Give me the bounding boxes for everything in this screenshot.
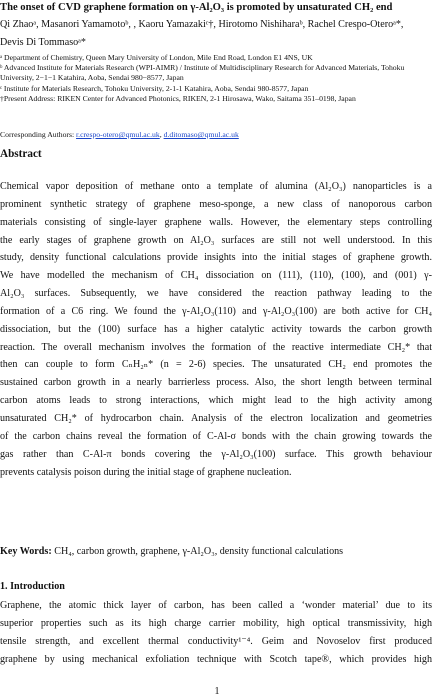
abstract-line: sustained carbon growth in a nearly barrierless process. Also, the short length between terminal: [0, 377, 432, 389]
intro-line: tensile strength, and excellent thermal conductivity¹⁻⁴. Geim and Novoselov first produced: [0, 635, 432, 647]
keywords-label: Key Words:: [0, 546, 55, 557]
abstract-line: gas rather than C-Al-π bonds covering the γ-Al₂O₃(100) surface. This growth behaviour: [0, 448, 432, 460]
keywords-list: CH₄, carbon growth, graphene, γ-Al₂O₃, density functional calculations: [54, 546, 344, 557]
abstract-line: dissociation, but the (100) surface has a higher catalytic activity towards the carbon growth: [0, 323, 432, 335]
affiliation: ᵃ Department of Chemistry, Queen Mary University of London, Mile End Road, London E1 4NS, UK: [0, 53, 313, 62]
abstract-line: formation of a C6 ring. We found the γ-Al₂O₃(110) and γ-Al₂O₃(100) are both active for CH₄: [0, 305, 432, 317]
abstract-line: of the carbon chains reveal the formation of C-Al-σ bonds with the chain growing towards the: [0, 430, 432, 442]
intro-line: Graphene, the atomic thick layer of carbon, has been called a ‘wonder material’ due to its: [0, 600, 432, 611]
abstract-line: prominent synthetic strategy of graphene meso-sponge, a new class of nanoporous carbon: [0, 198, 432, 210]
corresponding-label: Corresponding Authors:: [0, 130, 77, 139]
email-separator: ,: [159, 130, 164, 139]
affiliation: ᵇ Advanced Institute for Materials Research (WPI-AIMR) / Institute of Multidisciplinary Research for Advanced Materials, Tohoku University, 2−1−1 Katahira, Aoba, Sendai 980−8577, Japan: [0, 63, 405, 83]
author-line: Qi Zhaoᵃ, Masanori Yamamotoᵇ, , Kaoru Yamazakiᶜ†, Hirotomo Nishiharaᵇ, Rachel Crespo-Oteroᵃ*,: [0, 19, 404, 30]
abstract-line: study, density functional calculations provide insights into the initial stages of graphene growth.: [0, 252, 432, 264]
abstract-line: reaction. The overall mechanism involves the formation of the reactive intermediate CH₂* that: [0, 341, 432, 353]
affiliation-list: [0, 53, 432, 104]
abstract-line: unsaturated CH₂* of hydrocarbon chain. Analysis of the electron localization and geometries: [0, 412, 432, 424]
introduction-body: [0, 597, 432, 668]
abstract-line: Chemical vapor deposition of methane onto a template of alumina (Al₂O₃) nanoparticles is a: [0, 181, 432, 192]
email-link[interactable]: d.ditomaso@qmul.ac.uk: [163, 130, 239, 139]
intro-line: graphene by using mechanical exfoliation technique with Scotch tape®, which provides high: [0, 653, 432, 665]
abstract-line: materials consisting of single-layer graphene walls. However, the elementary steps controlling: [0, 216, 432, 228]
page-number: 1: [214, 686, 220, 697]
affiliation: ᶜ Institute for Materials Research, Tohoku University, 2-1-1 Katahira, Aoba, Sendai 980-8577, Japan: [0, 83, 309, 93]
corresponding-authors: [0, 130, 432, 140]
intro-line: superior properties such as its high charge carrier mobility, high optical transmissivity, high: [0, 617, 432, 629]
affiliation: †Present Address: RIKEN Center for Advanced Photonics, RIKEN, 2-1 Hirosawa, Wako, Saitama 351–0198, Japan: [0, 93, 356, 103]
abstract-line: prevents catalysis poison during the initial stage of graphene nucleation.: [0, 466, 292, 478]
abstract-line: carbon atoms leads to strong interactions, which might lead to the high activity among: [0, 395, 432, 407]
abstract-line: then can couple to form CₙH₂ₙ* (n = 2-6) species. The unsaturated CH₂ end promotes the: [0, 359, 432, 371]
abstract-line: the early stages of graphene growth on Al₂O₃ surfaces are still not well understood. In this: [0, 234, 432, 246]
abstract-heading: Abstract: [0, 148, 42, 160]
abstract-body: [0, 178, 432, 481]
abstract-line: We have modelled the mechanism of CH₄ dissociation on (111), (110), (100), and (001) γ-: [0, 270, 432, 282]
email-link[interactable]: r.crespo-otero@qmul.ac.uk: [76, 130, 160, 139]
paper-title: The onset of CVD graphene formation on γ-Al₂O₃ is promoted by unsaturated CH₂ end: [0, 2, 393, 13]
abstract-line: Al₂O₃ surfaces. Subsequently, we have considered the reaction pathway leading to the: [0, 288, 432, 300]
introduction-heading: 1. Introduction: [0, 581, 65, 592]
author-list: [0, 16, 432, 52]
author-line: Devis Di Tommasoᵃ*: [0, 37, 86, 48]
keywords: [0, 545, 432, 559]
